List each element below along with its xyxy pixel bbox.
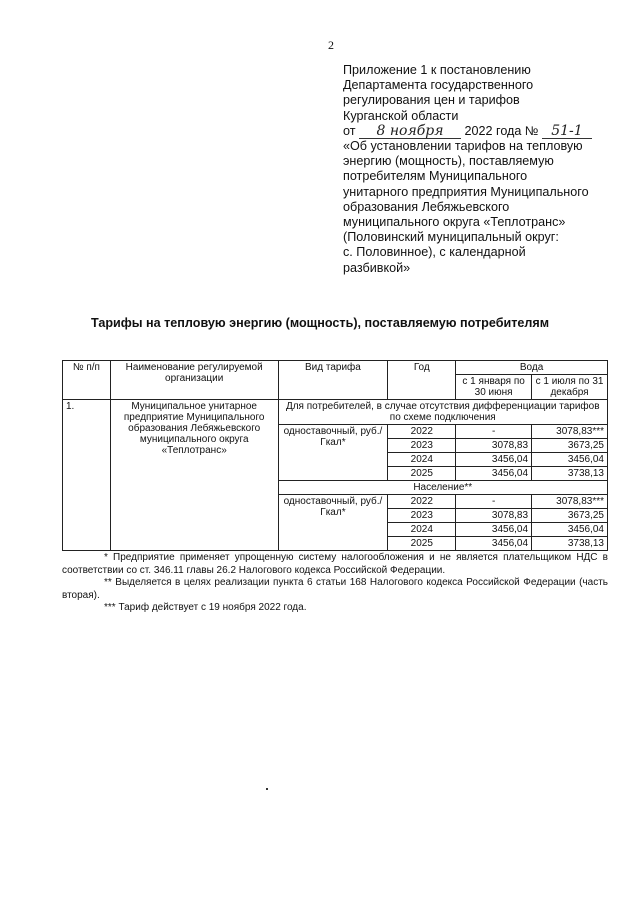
tariff-type: одноставочный, руб./Гкал* — [278, 425, 388, 481]
stray-mark — [266, 788, 268, 790]
subject-line: энергию (мощность), поставляемую — [343, 154, 554, 169]
header-type: Вид тарифа — [278, 361, 388, 400]
value-cell: 3456,04 — [532, 523, 608, 537]
header-period-1: с 1 января по 30 июня — [456, 375, 532, 400]
table-header-row — [63, 361, 608, 375]
value-cell: - — [456, 495, 532, 509]
header-org: Наименование регулируемой организации — [110, 361, 278, 400]
value-cell: 3078,83 — [456, 509, 532, 523]
value-cell: 3456,04 — [532, 453, 608, 467]
table-row — [63, 400, 608, 425]
appendix-block — [343, 63, 613, 276]
year-cell: 2022 — [388, 425, 456, 439]
value-cell: 3738,13 — [532, 537, 608, 551]
handwritten-number: 51-1 — [542, 125, 592, 139]
tariff-table — [62, 360, 608, 551]
handwritten-date: 8 ноября — [359, 125, 461, 139]
value-cell: 3456,04 — [456, 453, 532, 467]
value-cell: 3673,25 — [532, 439, 608, 453]
subject-line: (Половинский муниципальный округ: — [343, 230, 559, 245]
value-cell: 3673,25 — [532, 509, 608, 523]
year-cell: 2023 — [388, 509, 456, 523]
header-period-2: с 1 июля по 31 декабря — [532, 375, 608, 400]
header-year: Год — [388, 361, 456, 400]
value-cell: 3456,04 — [456, 537, 532, 551]
subject-line: унитарного предприятия Муниципального — [343, 184, 589, 199]
header-num: № п/п — [63, 361, 111, 400]
group-heading: Население** — [278, 481, 608, 495]
org-name: Муниципальное унитарное предприятие Муниципального образования Лебяжьевского муниципального округа «Теплотранс» — [110, 400, 278, 551]
row-number: 1. — [63, 400, 111, 551]
value-cell: 3078,83*** — [532, 495, 608, 509]
appendix-line: Приложение 1 к постановлению — [343, 63, 531, 77]
year-text: 2022 года № — [464, 123, 539, 138]
subject-line: потребителям Муниципального — [343, 169, 528, 184]
year-cell: 2024 — [388, 523, 456, 537]
value-cell: 3078,83*** — [532, 425, 608, 439]
tariff-type: одноставочный, руб./Гкал* — [278, 495, 388, 551]
header-water: Вода — [456, 361, 608, 375]
appendix-line: Курганской области — [343, 108, 459, 123]
page-number: 2 — [328, 38, 334, 52]
subject-line: разбивкой» — [343, 260, 411, 275]
document-title: Тарифы на тепловую энергию (мощность), поставляемую потребителям — [90, 316, 550, 330]
subject-line: муниципального округа «Теплотранс» — [343, 215, 566, 230]
value-cell: 3738,13 — [532, 467, 608, 481]
year-cell: 2022 — [388, 495, 456, 509]
appendix-line: Департамента государственного — [343, 78, 534, 93]
date-line — [343, 124, 613, 139]
subject-line: образования Лебяжьевского — [343, 199, 510, 214]
footnote: *** Тариф действует с 19 ноября 2022 года. — [104, 602, 307, 613]
value-cell: 3456,04 — [456, 467, 532, 481]
value-cell: - — [456, 425, 532, 439]
value-cell: 3078,83 — [456, 439, 532, 453]
year-cell: 2025 — [388, 467, 456, 481]
subject-line: «Об установлении тарифов на тепловую — [343, 139, 583, 154]
year-cell: 2024 — [388, 453, 456, 467]
year-cell: 2025 — [388, 537, 456, 551]
subject-line: с. Половинное), с календарной — [343, 245, 526, 260]
footnote: * Предприятие применяет упрощенную систему налогообложения и не является плательщиком НДС в соответствии со ст. 346.11 главы 26.2 Налогового кодекса Российской Федерации. — [62, 552, 608, 576]
footnote: ** Выделяется в целях реализации пункта 6 статьи 168 Налогового кодекса Российской Федерации (часть вторая). — [62, 577, 608, 601]
footnotes — [62, 552, 608, 615]
appendix-line: регулирования цен и тарифов — [343, 93, 520, 108]
date-prefix: от — [343, 123, 356, 138]
value-cell: 3456,04 — [456, 523, 532, 537]
year-cell: 2023 — [388, 439, 456, 453]
group-heading: Для потребителей, в случае отсутствия дифференциации тарифов по схеме подключения — [278, 400, 608, 425]
